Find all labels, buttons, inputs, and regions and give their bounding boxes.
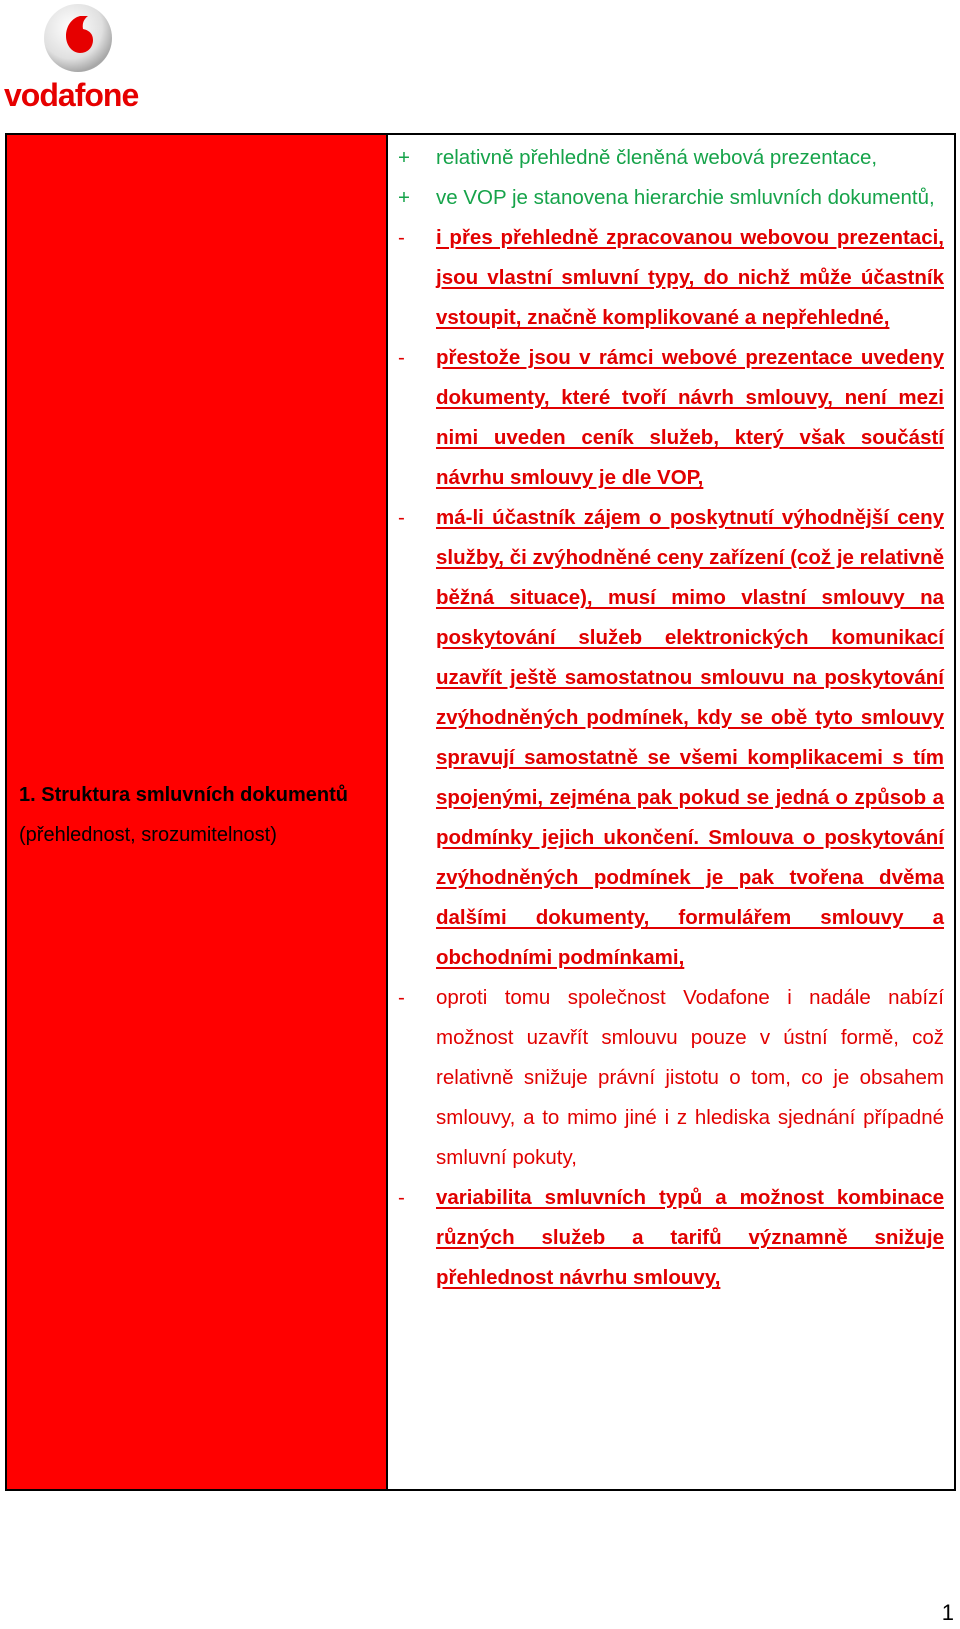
assessment-cell: [388, 135, 954, 1489]
list-item: [388, 498, 944, 978]
list-item-text: přestože jsou v rámci webové prezentace uvedeny dokumenty, které tvoří návrh smlouvy, není mezi nimi uveden ceník služeb, který však součástí návrhu smlouvy je dle VOP,: [436, 346, 944, 489]
list-item-text: ve VOP je stanovena hierarchie smluvních dokumentů,: [436, 186, 935, 209]
minus-marker: -: [398, 226, 405, 249]
criteria-cell: [7, 135, 388, 1489]
criteria-title: 1. Struktura smluvních dokumentů: [19, 783, 348, 806]
vodafone-logo: [4, 2, 154, 114]
list-item: [388, 138, 944, 178]
list-item: [388, 178, 944, 218]
vodafone-speechmark-icon: [42, 2, 114, 74]
list-item-text: relativně přehledně členěná webová prezentace,: [436, 146, 878, 169]
list-item-text: i přes přehledně zpracovanou webovou prezentaci, jsou vlastní smluvní typy, do nichž může účastník vstoupit, značně komplikované a nepřehledné,: [436, 226, 944, 329]
assessment-list: [388, 135, 954, 1298]
page-number: 1: [941, 1600, 954, 1625]
evaluation-table: [5, 133, 956, 1491]
minus-marker: -: [398, 1186, 405, 1209]
list-item: [388, 1178, 944, 1298]
plus-marker: +: [398, 186, 410, 209]
list-item-text: variabilita smluvních typů a možnost kombinace různých služeb a tarifů významně snižuje přehlednost návrhu smlouvy,: [436, 1186, 944, 1289]
list-item: [388, 218, 944, 338]
plus-marker: +: [398, 146, 410, 169]
logo-wordmark: vodafone: [4, 77, 139, 113]
list-item: [388, 978, 944, 1178]
criteria-subtitle: (přehlednost, srozumitelnost): [19, 823, 277, 846]
list-item-text: má-li účastník zájem o poskytnutí výhodnější ceny služby, či zvýhodněné ceny zařízení (což je relativně běžná situace), musí mimo vlastní smlouvy na poskytování služeb elektronických komunikací uzavřít ještě samostatnou smlouvu na poskytování zvýhodněných podmínek, kdy se obě tyto smlouvy spravují samostatně se všemi komplikacemi s tím spojenými, zejména pak pokud se jedná o způsob a podmínky jejich ukončení. Smlouva o poskytování zvýhodněných podmínek je pak tvořena dvěma dalšími dokumenty, formulářem smlouvy a obchodními podmínkami,: [436, 506, 944, 969]
minus-marker: -: [398, 506, 405, 529]
minus-marker: -: [398, 986, 405, 1009]
list-item: [388, 338, 944, 498]
minus-marker: -: [398, 346, 405, 369]
list-item-text: oproti tomu společnost Vodafone i nadále nabízí možnost uzavřít smlouvu pouze v ústní formě, což relativně snižuje právní jistotu o tom, co je obsahem smlouvy, a to mimo jiné i z hlediska sjednání případné smluvní pokuty,: [436, 986, 944, 1169]
